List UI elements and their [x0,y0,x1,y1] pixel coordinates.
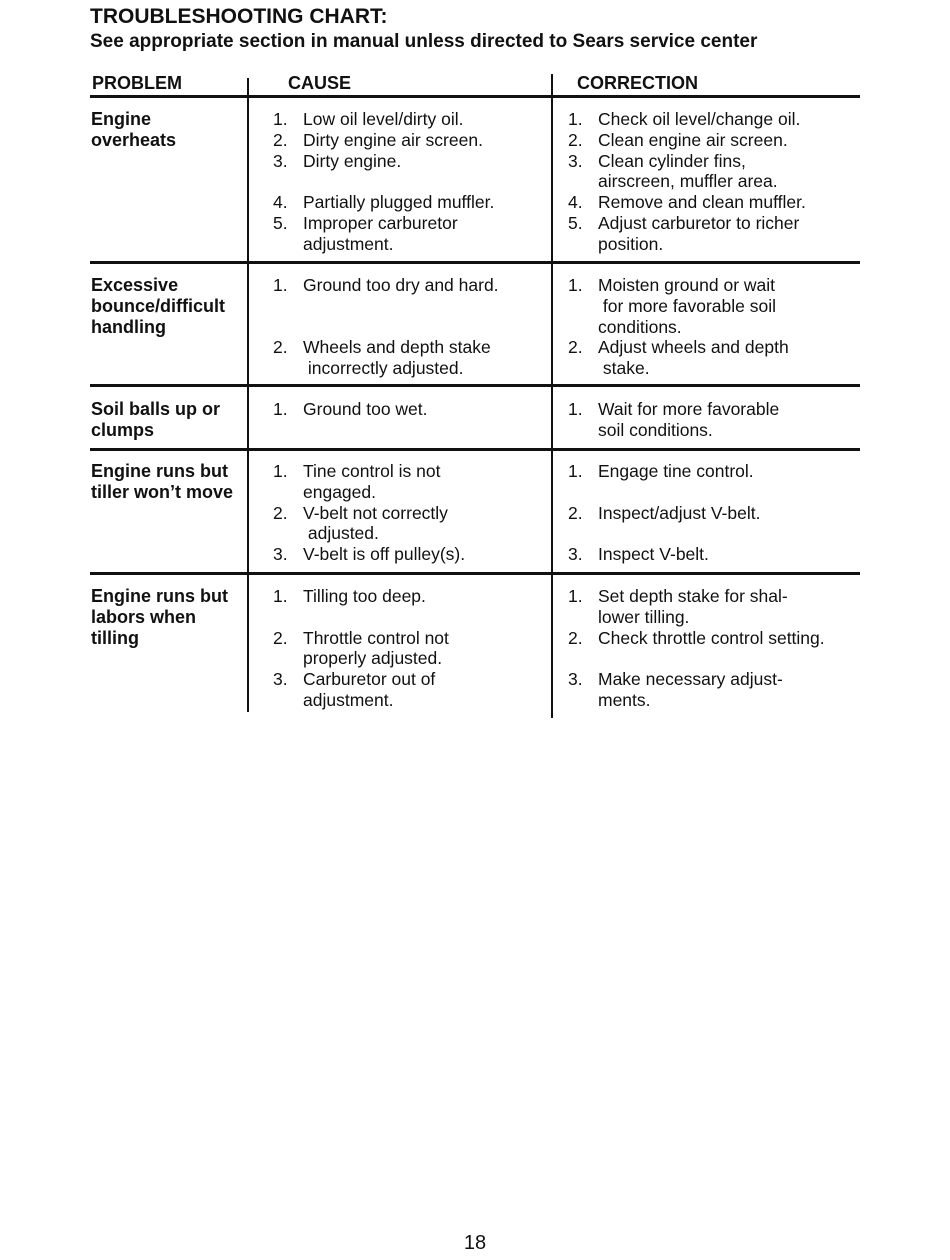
problem-label [91,586,249,648]
cause-item-text: adjustment. [303,689,394,710]
correction-item-text: conditions. [598,316,682,337]
problem-label-line: tiller won’t move [91,481,234,502]
correction-item-text: for more favorable soil [598,295,776,316]
problem-label-line: Engine runs but [91,461,228,481]
column-header-cause: CAUSE [288,73,352,93]
problem-label-line: overheats [91,129,177,150]
cause-item-number: 3. [273,544,288,565]
correction-item-number: 1. [568,275,583,295]
cause-item-text: properly adjusted. [303,648,443,669]
correction-item-text: airscreen, muffler area. [598,171,778,192]
column-divider-cause-correction [551,74,553,718]
correction-item-number: 1. [568,109,583,129]
problem-label [91,461,249,503]
correction-item-text: Remove and clean muffler. [598,192,806,213]
cause-item-number: 1. [273,399,288,419]
correction-item-text: soil conditions. [598,419,713,440]
correction-item-text: stake. [598,358,650,379]
correction-item-number: 1. [568,461,583,481]
correction-item-number: 4. [568,192,583,213]
cause-item-text: Tilling too deep. [303,586,426,606]
cause-item-number: 3. [273,669,288,690]
problem-label [91,109,249,151]
problem-label-line: Engine [91,109,152,129]
correction-item-number: 5. [568,213,583,233]
cause-item-text: V-belt not correctly [303,502,448,523]
page-number: 18 [463,1232,487,1254]
cause-item-number: 1. [273,109,288,129]
cause-item-text: Ground too wet. [303,399,428,419]
cause-item-text: Throttle control not [303,627,449,648]
correction-item-text: Engage tine control. [598,461,754,481]
correction-item-text: Set depth stake for shal- [598,586,788,606]
correction-item-text: Check throttle control setting. [598,627,825,648]
correction-item-number: 3. [568,669,583,690]
correction-item-number: 3. [568,150,583,171]
cause-item-text: Ground too dry and hard. [303,275,499,295]
column-header-problem: PROBLEM [92,73,182,93]
problem-label-line: bounce/difficult [91,295,225,316]
cause-item-text: Wheels and depth stake [303,337,491,358]
correction-item-number: 2. [568,129,583,150]
problem-label-line: Engine runs but [91,586,228,606]
correction-item-text: Inspect V-belt. [598,544,709,565]
problem-label-line: tilling [91,627,139,648]
cause-item-text: Partially plugged muffler. [303,192,495,213]
cause-item-number: 5. [273,213,288,233]
column-header-correction: CORRECTION [577,73,698,93]
row-divider [90,384,860,387]
row-divider [90,261,860,264]
problem-label-line: Soil balls up or [91,399,221,419]
row-divider [90,572,860,575]
cause-item-text: Dirty engine air screen. [303,129,483,150]
problem-label [91,399,249,441]
cause-item-text: Improper carburetor [303,213,458,233]
cause-item-text: Dirty engine. [303,150,402,171]
problem-label-line: labors when [91,606,197,627]
correction-item-text: ments. [598,689,651,710]
correction-item-number: 2. [568,337,583,358]
cause-item-number: 2. [273,129,288,150]
cause-item-text: Tine control is not [303,461,441,481]
problem-label-line: Excessive [91,275,179,295]
cause-item-number: 1. [273,461,288,481]
correction-item-text: Adjust wheels and depth [598,337,789,358]
correction-item-number: 3. [568,544,583,565]
cause-item-text: incorrectly adjusted. [303,358,464,379]
correction-item-text: Clean engine air screen. [598,129,788,150]
correction-item-number: 2. [568,502,583,523]
cause-item-number: 1. [273,275,288,295]
correction-item-text: position. [598,233,664,254]
cause-item-text: Carburetor out of [303,669,436,690]
correction-item-text: Make necessary adjust- [598,669,783,690]
correction-item-number: 2. [568,627,583,648]
cause-item-number: 4. [273,192,288,213]
chart-title: TROUBLESHOOTING CHART: [90,5,388,28]
row-divider [90,448,860,451]
cause-item-text: adjustment. [303,233,394,254]
cause-item-text: Low oil level/dirty oil. [303,109,464,129]
chart-subtitle: See appropriate section in manual unless directed to Sears service center [90,31,758,52]
correction-item-number: 1. [568,399,583,419]
correction-item-text: Wait for more favorable [598,399,780,419]
cause-item-text: adjusted. [303,523,379,544]
correction-item-number: 1. [568,586,583,606]
cause-item-number: 2. [273,337,288,358]
correction-item-text: Moisten ground or wait [598,275,776,295]
cause-item-number: 1. [273,586,288,606]
correction-item-text: Adjust carburetor to richer [598,213,800,233]
correction-item-text: Inspect/adjust V-belt. [598,502,761,523]
cause-item-text: V-belt is off pulley(s). [303,544,466,565]
correction-item-text: Check oil level/change oil. [598,109,801,129]
problem-label-line: handling [91,316,166,337]
cause-item-number: 3. [273,150,288,171]
correction-item-text: lower tilling. [598,606,690,627]
header-rule [90,95,860,98]
cause-item-text: engaged. [303,481,376,502]
correction-item-text: Clean cylinder fins, [598,150,746,171]
problem-label-line: clumps [91,419,155,440]
cause-item-number: 2. [273,627,288,648]
cause-item-number: 2. [273,502,288,523]
problem-label [91,275,249,337]
